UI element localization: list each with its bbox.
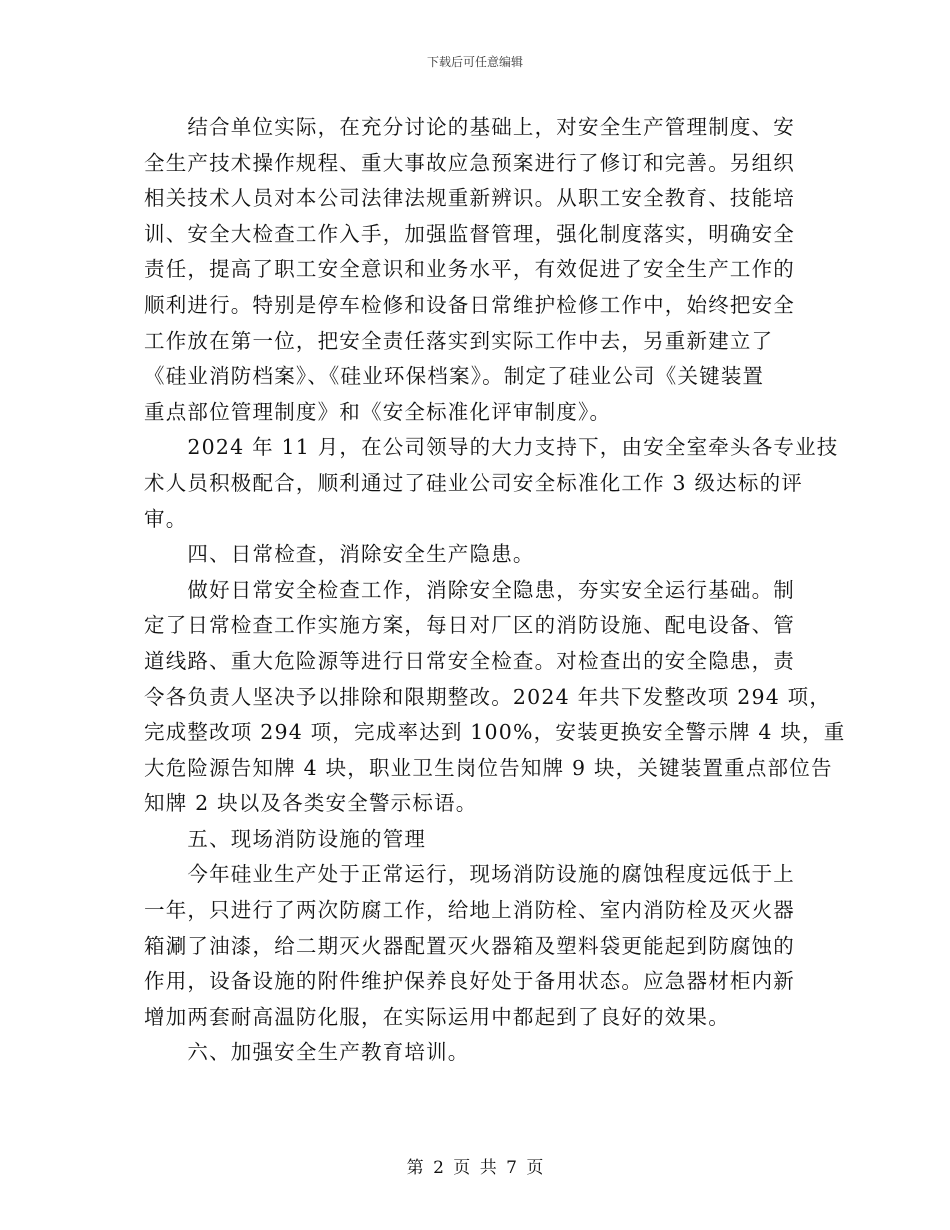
text-line: 今年硅业生产处于正常运行，现场消防设施的腐蚀程度远低于上 (144, 862, 795, 887)
text-line: 一年，只进行了两次防腐工作，给地上消防栓、室内消防栓及灭火器 (144, 898, 795, 923)
page-header: 下载后可任意编辑 (426, 55, 523, 69)
text-line: 审。 (144, 506, 188, 531)
text-line: 责任，提高了职工安全意识和业务水平，有效促进了安全生产工作的 (144, 257, 795, 282)
text-line: 工作放在第一位，把安全责任落实到实际工作中去，另重新建立了 (144, 328, 774, 353)
page-footer: 第 2 页 共 7 页 (406, 1158, 544, 1178)
text-line: 结合单位实际，在充分讨论的基础上，对安全生产管理制度、安 (144, 115, 795, 139)
text-line: 作用，设备设施的附件维护保养良好处于备用状态。应急器材柜内新 (144, 969, 795, 994)
text-line: 做好日常安全检查工作，消除安全隐患，夯实安全运行基础。制 (144, 577, 795, 602)
text-line: 五、现场消防设施的管理 (144, 826, 427, 851)
document-body (144, 110, 846, 1071)
text-line: 四、日常检查，消除安全生产隐患。 (144, 542, 535, 567)
text-line: 令各负责人坚决予以排除和限期整改。2024 年共下发整改项 294 项， (144, 684, 832, 709)
text-line: 知牌 2 块以及各类安全警示标语。 (144, 791, 478, 816)
text-line: 《硅业消防档案》、《硅业环保档案》。制定了硅业公司《关键装置 (144, 364, 765, 389)
text-line: 2024 年 11 月，在公司领导的大力支持下，由安全室牵头各专业技 (144, 435, 839, 460)
text-line: 术人员积极配合，顺利通过了硅业公司安全标准化工作 3 级达标的评 (144, 470, 803, 495)
text-line: 完成整改项 294 项，完成率达到 100%，安装更换安全警示牌 4 块，重 (144, 720, 846, 745)
text-line: 道线路、重大危险源等进行日常安全检查。对检查出的安全隐患，责 (144, 648, 795, 673)
text-line: 大危险源告知牌 4 块，职业卫生岗位告知牌 9 块，关键装置重点部位告 (144, 755, 833, 780)
text-line: 定了日常检查工作实施方案，每日对厂区的消防设施、配电设备、管 (144, 613, 795, 638)
text-line: 箱涮了油漆，给二期灭火器配置灭火器箱及塑料袋更能起到防腐蚀的 (144, 933, 795, 958)
text-line: 增加两套耐高温防化服，在实际运用中都起到了良好的效果。 (144, 1004, 730, 1029)
text-line: 训、安全大检查工作入手，加强监督管理，强化制度落实，明确安全 (144, 221, 795, 246)
text-line: 相关技术人员对本公司法律法规重新辨识。从职工安全教育、技能培 (144, 186, 795, 211)
text-line: 全生产技术操作规程、重大事故应急预案进行了修订和完善。另组织 (144, 150, 795, 175)
text-line: 重点部位管理制度》和《安全标准化评审制度》。 (144, 399, 612, 424)
text-line: 顺利进行。特别是停车检修和设备日常维护检修工作中，始终把安全 (144, 292, 795, 317)
text-line: 六、加强安全生产教育培训。 (144, 1040, 470, 1065)
